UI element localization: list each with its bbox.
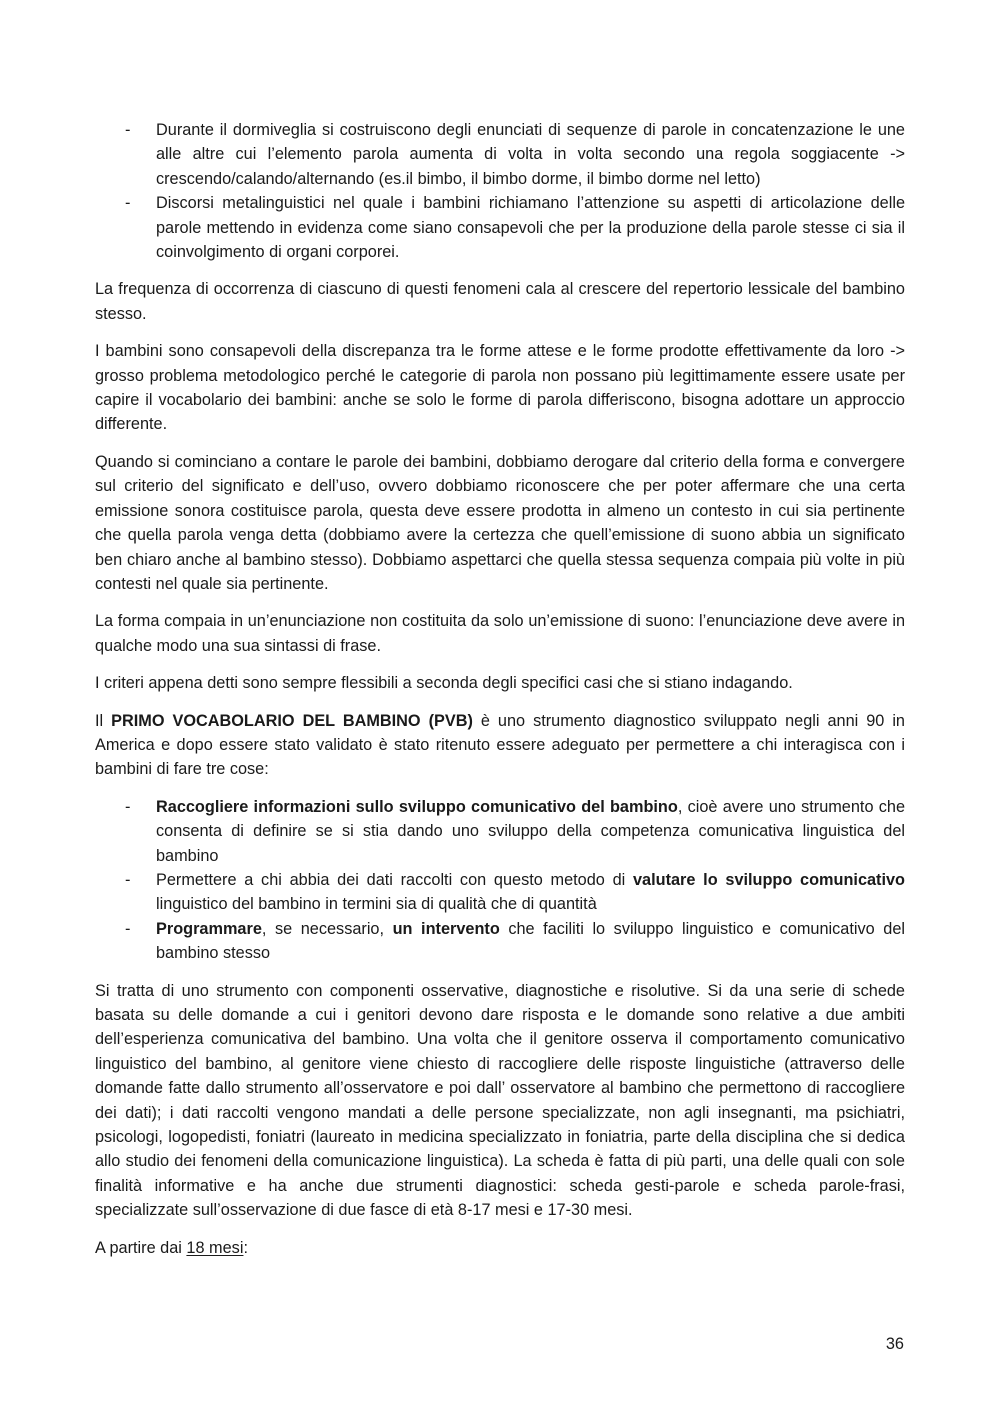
bullet-list-2 — [95, 795, 905, 966]
bold-text: un intervento — [392, 919, 500, 938]
text: : — [243, 1238, 248, 1257]
text: A partire dai — [95, 1238, 187, 1257]
text: , se necessario, — [261, 919, 393, 938]
list-item — [95, 795, 905, 868]
page-number: 36 — [885, 1335, 904, 1353]
bullet-list-1 — [95, 118, 905, 264]
paragraph: Quando si cominciano a contare le parole dei bambini, dobbiamo derogare dal criterio della forma e convergere sul criterio del significato e dell’uso, ovvero dobbiamo riconoscere che per poter affermare che una certa emissione sonora costituisce parola, questa deve essere prodotta in almeno un contesto in cui sia pertinente che quella parola venga detta (dobbiamo avere la certezza che quell’emissione di suono abbia un significato ben chiaro anche al bambino stesso). Dobbiamo aspettarci che quella stessa sequenza compaia più volte in più contesti nel quale sia pertinente. — [95, 452, 905, 593]
list-item — [95, 868, 905, 917]
paragraph-pvb — [95, 709, 905, 782]
text: , cioè avere uno strumento che consenta di definire se si stia dando uno sviluppo della competenza comunicativa linguistica del bambino — [156, 797, 905, 865]
document-body — [95, 118, 905, 1260]
text: è uno strumento diagnostico sviluppato negli anni 90 in America e dopo essere stato validato è stato ritenuto essere adeguato per permettere a chi interagisca con i bambini di fare tre cose: — [95, 711, 905, 779]
paragraph: I bambini sono consapevoli della discrepanza tra le forme attese e le forme prodotte effettivamente da loro -> grosso problema metodologico perché le categorie di parola non possano più legittimamente essere usate per capire il vocabolario dei bambini: anche se solo le forme di parola differiscono, bisogna adottare un approccio differente. — [95, 342, 905, 434]
paragraph: La frequenza di occorrenza di ciascuno di questi fenomeni cala al crescere del repertorio lessicale del bambino stesso. — [95, 280, 905, 323]
paragraph: I criteri appena detti sono sempre flessibili a seconda degli specifici casi che si stiano indagando. — [95, 674, 793, 693]
text: linguistico del bambino in termini sia di qualità che di quantità — [156, 895, 597, 914]
paragraph: La forma compaia in un’enunciazione non costituita da solo un’emissione di suono: l’enunciazione deve avere in qualche modo una sua sintassi di frase. — [95, 612, 905, 655]
pvb-term: PRIMO VOCABOLARIO DEL BAMBINO (PVB) — [111, 711, 473, 730]
paragraph-last — [95, 1236, 905, 1260]
list-item: - Discorsi metalinguistici nel quale i bambini richiamano l’attenzione su aspetti di articolazione delle parole mettendo in evidenza come siano consapevoli che per la produzione della parole stesse ci sia il coinvolgimento di organi corporei. — [95, 191, 905, 264]
bold-text: valutare lo sviluppo comunicativo — [633, 870, 906, 889]
bold-text: Raccogliere informazioni sullo sviluppo comunicativo del bambino — [156, 797, 678, 816]
list-item — [95, 917, 905, 966]
paragraph: Si tratta di uno strumento con componenti osservative, diagnostiche e risolutive. Si da una serie di schede basata su delle domande a cui i genitori devono dare risposta e le domande sono relative a due ambiti dell’esperienza comunicativa del bambino. Una volta che il genitore osserva il comportamento comunicativo linguistico del bambino, al genitore viene chiesto di raccogliere delle risposte linguistiche (attraverso delle domande fatte dallo strumento all’osservatore e poi dall’ osservatore al bambino che permettono di raccogliere dei dati); i dati raccolti vengono mandati a delle persone specializzate, non agli insegnanti, ma psichiatri, psicologi, logopedisti, foniatri (laureato in medicina specializzato in foniatria, parte della disciplina che si dedica allo studio dei fenomeni della comunicazione linguistica). La scheda è fatta di più parti, una delle quali con sole finalità informative e ha anche due strumenti diagnostici: scheda gesti-parole e scheda parole-frasi, specializzate sull’osservazione di due fasce di età 8-17 mesi e 17-30 mesi. — [95, 981, 905, 1220]
list-item: - Durante il dormiveglia si costruiscono degli enunciati di sequenze di parole in concatenzazione le une alle altre cui l’elemento parola aumenta di volta in volta secondo una regola soggiacente -> crescendo/calando/alternando (es.il bimbo, il bimbo dorme, il bimbo dorme nel letto) — [95, 118, 905, 191]
underlined-text: 18 mesi — [186, 1238, 244, 1257]
text: Permettere a chi abbia dei dati raccolti con questo metodo di — [156, 870, 633, 889]
bold-text: Programmare — [156, 919, 262, 938]
text: che faciliti lo sviluppo linguistico e comunicativo del bambino stesso — [156, 919, 905, 963]
text: Il — [95, 711, 112, 730]
